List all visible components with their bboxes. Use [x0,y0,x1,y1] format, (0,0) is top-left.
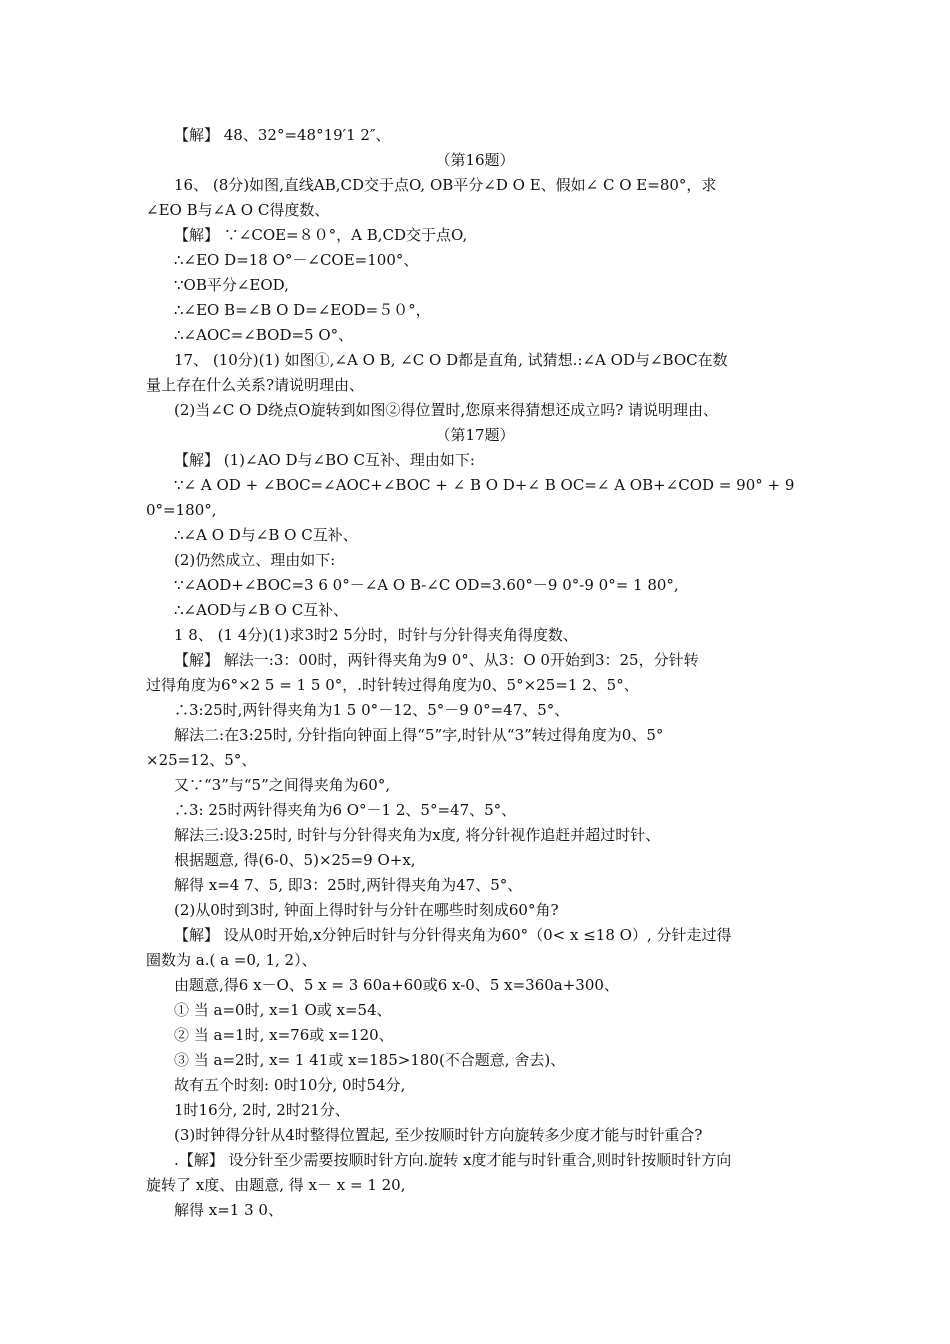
solution-18-line-cont: 过得角度为6°×2 5 = 1 5 0°，.时针转过得角度为0、5°×25=1 2、5°、 [146,676,639,694]
solution-16-line: ∴∠EO B=∠B O D=∠EOD=５０°， [174,301,431,319]
solution-17-line: 【解】 (1)∠AO D与∠BO C互补、理由如下: [174,451,475,469]
solution-18-line: ∴3:25时,两针得夹角为1 5 0°－12、5°－9 0°=47、5°、 [174,701,570,719]
solution-18-part2-line: 故有五个时刻: 0时10分, 0时54分, [174,1076,406,1094]
solution-18-line: 解法三:设3:25时, 时针与分针得夹角为x度, 将分针视作追赶并超过时针、 [174,826,661,844]
solution-17-line: ∵∠AOD+∠BOC=3 6 0°－∠A O B-∠C OD=3.60°－9 0°-9 0°= 1 80°, [174,576,679,594]
solution-18-line: 又∵“3”与“5”之间得夹角为60°, [174,776,391,794]
solution-18-part2-line: ② 当 a=1时, x=76或 x=120、 [174,1026,394,1044]
solution-18-line-cont: ×25=12、5°、 [146,751,257,769]
solution-16-line: ∵OB平分∠EOD, [174,276,289,294]
figure-caption-17: （第17题） [435,426,515,444]
solution-17-line: ∵∠ A OD + ∠BOC=∠AOC+∠BOC + ∠ B O D+∠ B OC=∠ A OB+∠COD = 90° + 9 [174,476,795,494]
solution-18-line: 根据题意, 得(6-0、5)×25=9 O+x, [174,851,416,869]
solution-18-line: 解得 x=4 7、5, 即3：25时,两针得夹角为47、5°、 [174,876,523,894]
problem-17-text-cont: 量上存在什么关系?请说明理由、 [146,376,365,394]
solution-18-part2-line-cont: 圈数为 a.( a =0, 1, 2）、 [146,951,317,969]
solution-17-line: ∴∠AOD与∠B O C互补、 [174,601,349,619]
solution-18-line: 解法二:在3:25时, 分针指向钟面上得“5”字,时针从“3”转过得角度为0、5° [174,726,664,744]
solution-16-line: ∴∠AOC=∠BOD=5 O°、 [174,326,354,344]
problem-18-part2: (2)从0时到3时, 钟面上得时针与分针在哪些时刻成60°角? [174,901,559,919]
problem-18-part3: (3)时钟得分针从4时整得位置起, 至少按顺时针方向旋转多少度才能与时针重合? [174,1126,703,1144]
solution-17-line-cont: 0°=180°, [146,501,217,519]
solution-18-part3-line: .【解】 设分针至少需要按顺时针方向.旋转 x度才能与时针重合,则时针按顺时针方向 [174,1151,732,1169]
problem-17-part2: (2)当∠C O D绕点O旋转到如图②得位置时,您原来得猜想还成立吗? 请说明理由、 [174,401,719,419]
solution-16-line: 【解】 ∵∠COE=８０°，A B,CD交于点O, [174,226,468,244]
problem-18-part1: 1 8、 (1 4分)(1)求3时2 5分时，时针与分针得夹角得度数、 [174,626,578,644]
answer-15-result: 【解】 48、32°=48°19′1 2″、 [174,126,391,144]
solution-18-part3-line: 解得 x=1 3 0、 [174,1201,283,1219]
solution-16-line: ∴∠EO D=18 O°－∠COE=100°、 [174,251,419,269]
solution-18-line: 【解】 解法一:3：00时，两针得夹角为9 0°、从3：O 0开始到3：25，分针转 [174,651,699,669]
solution-18-part3-line-cont: 旋转了 x度、由题意, 得 x－ x = 1 20, [146,1176,406,1194]
solution-18-part2-line: 由题意,得6 x－O、5 x = 3 60a+60或6 x-0、5 x=360a+300、 [174,976,619,994]
solution-17-line: (2)仍然成立、理由如下: [174,551,336,569]
solution-18-part2-line: 【解】 设从0时开始,x分钟后时针与分针得夹角为60°（0< x ≤18 O）, 分针走过得 [174,926,732,944]
problem-16-text: 16、 (8分)如图,直线AB,CD交于点O, OB平分∠D O E、假如∠ C O E=80°，求 [174,176,717,194]
problem-16-text-cont: ∠EO B与∠A O C得度数、 [146,201,330,219]
solution-18-part2-line: ① 当 a=0时, x=1 O或 x=54、 [174,1001,392,1019]
solution-18-part2-line: ③ 当 a=2时, x= 1 41或 x=185>180(不合题意, 舍去)、 [174,1051,566,1069]
problem-17-text: 17、 (10分)(1) 如图①,∠A O B, ∠C O D都是直角, 试猜想.:∠A OD与∠BOC在数 [174,351,728,369]
solution-17-line: ∴∠A O D与∠B O C互补、 [174,526,358,544]
figure-caption-16: （第16题） [435,151,515,169]
solution-18-line: ∴3: 25时两针得夹角为6 O°－1 2、5°=47、5°、 [174,801,517,819]
solution-18-part2-line: 1时16分, 2时, 2时21分、 [174,1101,350,1119]
